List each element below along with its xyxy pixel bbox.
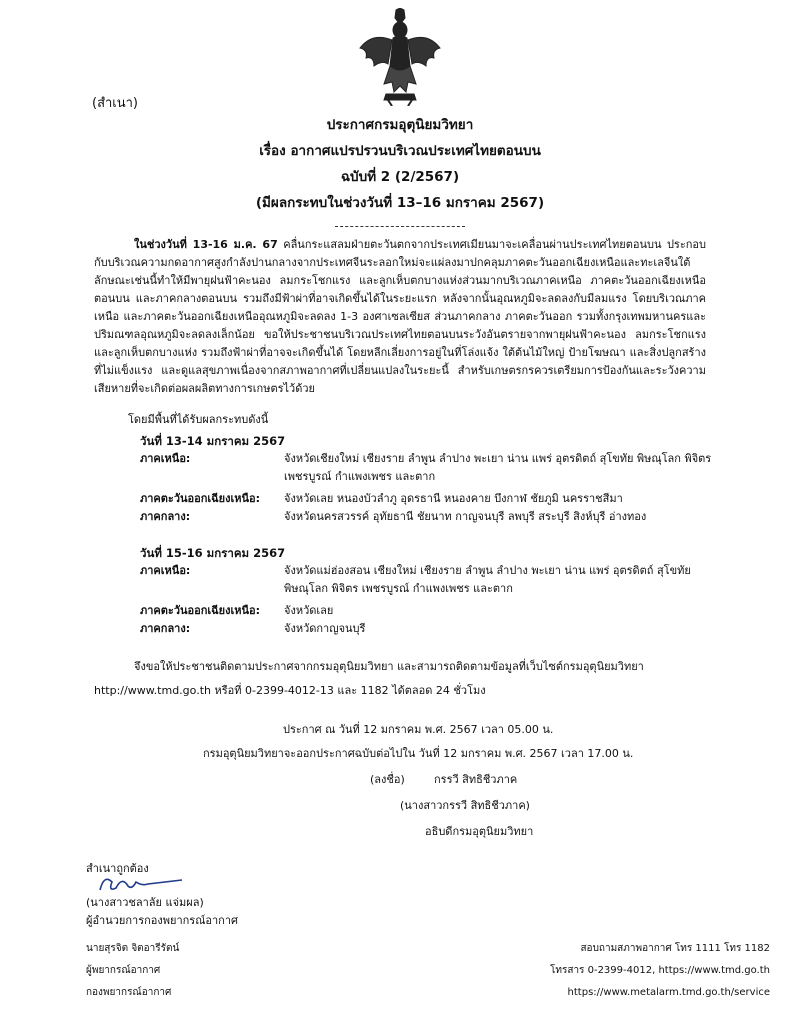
region-name: ภาคเหนือ: [140,452,191,465]
signer-full-name: (นางสาวกรรวี สิทธิชีวภาค) [400,799,530,812]
signed-name: กรรวี สิทธิชีวภาค [434,773,518,786]
contact-paragraph [94,655,706,703]
announcement-subject: เรื่อง อากาศแปรปรวนบริเวณประเทศไทยตอนบน [259,143,541,159]
copy-mark: (สำเนา) [92,96,139,111]
contact-line-1: จึงขอให้ประชาชนติดตามประกาศจากกรมอุตุนิยมวิทยา และสามารถติดตามข้อมูลที่เว็บไซต์กรมอุตุนิยมวิทยา [134,660,644,673]
region-row [140,602,720,620]
body-lead: ในช่วงวันที่ 13-16 ม.ค. 67 [134,238,278,251]
region-name: ภาคเหนือ: [140,564,191,577]
body-content: คลื่นกระแสลมฝ่ายตะวันตกจากประเทศเมียนมาจะเคลื่อนผ่านประเทศไทยตอนบน ประกอบกับบริเวณความกดอากาศสูงกำลังปานกลางจากประเทศจีนระลอกใหม่จะแผ่ลงมาปกคลุมภาคตะวันออกเฉียงเหนือและทะเลจีนใต้ ลักษณะเช่นนี้ทำให้มีพายุฝนฟ้าคะนอง ลมกระโชกแรง และลูกเห็บตกบางแห่งส่วนมากบริเวณภาคเหนือ ภาคตะวันออกเฉียงเหนือตอนบน และภาคกลางตอนบน รวมถึงมีฟ้าผ่าที่อาจเกิดขึ้นได้ในระยะแรก หลังจากนั้นอุณหภูมิจะลดลงกับมีลมแรง โดยบริเวณภาคเหนือ และภาคตะวันออกเฉียงเหนืออุณหภูมิจะลดลง 1-3 องศาเซลเซียส ส่วนภาคกลาง ภาคตะวันออก รวมทั้งกรุงเทพมหานครและปริมณฑลอุณหภูมิจะลดลงเล็กน้อย ขอให้ประชาชนบริเวณประเทศไทยตอนบนระวังอันตรายจากพายุฝนฟ้าคะนอง ลมกระโชกแรง และลูกเห็บตกบางแห่ง รวมถึงฟ้าผ่าที่อาจจะเกิดขึ้นได้ โดยหลีกเลี่ยงการอยู่ในที่โล่งแจ้ง ใต้ต้นไม้ใหญ่ ป้ายโฆษณา และสิ่งปลูกสร้างที่ไม่แข็งแรง และดูแลสุขภาพเนื่องจากสภาพอากาศที่เปลี่ยนแปลงในระยะนี้ สำหรับเกษตรกรควรเตรียมการป้องกันและระวังความเสียหายที่จะเกิดต่อผลผลิตทางการเกษตรไว้ด้วย [94,238,706,395]
period-block [140,544,720,638]
region-name: ภาคตะวันออกเฉียงเหนือ: [140,604,261,617]
announcement-title: ประกาศกรมอุตุนิยมวิทยา [326,117,474,133]
announcement-number: ฉบับที่ 2 (2/2567) [340,169,460,185]
region-provinces: จังหวัดเลย หนองบัวลำภู อุดรธานี หนองคาย บึงกาฬ ชัยภูมิ นครราชสีมา [284,492,623,505]
region-name: ภาคตะวันออกเฉียงเหนือ: [140,492,261,505]
region-row [140,562,720,598]
divider [335,226,465,227]
forecaster-role: ผู้พยากรณ์อากาศ [86,965,161,976]
region-provinces: จังหวัดเชียงใหม่ เชียงราย ลำพูน ลำปาง พะเยา น่าน แพร่ อุตรดิตถ์ สุโขทัย พิษณุโลก พิจิตร เพชรบูรณ์ กำแพงเพชร และตาก [284,452,712,483]
footer-forecaster [86,938,179,1004]
garuda-emblem-icon [358,8,442,106]
region-row [140,620,720,638]
region-provinces: จังหวัดนครสวรรค์ อุทัยธานี ชัยนาท กาญจนบุรี ลพบุรี สระบุรี สิงห์บุรี อ่างทอง [284,510,647,523]
footer-contact [550,938,770,1004]
footer-metalarm-link[interactable]: https://www.metalarm.tmd.go.th/service [567,987,770,998]
certifier-position: ผู้อำนวยการกองพยากรณ์อากาศ [86,914,239,927]
body-paragraph [94,236,706,398]
announcement-period: (มีผลกระทบในช่วงวันที่ 13–16 มกราคม 2567) [255,195,545,211]
signer-position: อธิบดีกรมอุตุนิยมวิทยา [425,825,534,838]
region-row [140,490,720,508]
certified-copy-label: สำเนาถูกต้อง [86,862,149,875]
region-row [140,508,720,526]
period-date: วันที่ 15-16 มกราคม 2567 [140,546,286,560]
issued-date: ประกาศ ณ วันที่ 12 มกราคม พ.ศ. 2567 เวลา 05.00 น. [283,723,554,736]
region-name: ภาคกลาง: [140,622,191,635]
footer-hotline: สอบถามสภาพอากาศ โทร 1111 โทร 1182 [580,943,770,954]
forecaster-division: กองพยากรณ์อากาศ [86,987,172,998]
period-block [140,432,720,526]
affected-intro: โดยมีพื้นที่ได้รับผลกระทบดังนี้ [128,413,269,426]
period-date: วันที่ 13-14 มกราคม 2567 [140,434,286,448]
footer-fax-website: โทรสาร 0-2399-4012, https://www.tmd.go.th [550,965,770,976]
next-announcement: กรมอุตุนิยมวิทยาจะออกประกาศฉบับต่อไปใน วันที่ 12 มกราคม พ.ศ. 2567 เวลา 17.00 น. [203,747,634,760]
region-provinces: จังหวัดแม่ฮ่องสอน เชียงใหม่ เชียงราย ลำพูน ลำปาง พะเยา น่าน แพร่ อุตรดิตถ์ สุโขทัย พิษณุโลก พิจิตร เพชรบูรณ์ กำแพงเพชร และตาก [284,564,691,595]
forecaster-name: นายสุรจิต จิตอารีรัตน์ [86,943,180,954]
region-name: ภาคกลาง: [140,510,191,523]
contact-line-2: http://www.tmd.go.th หรือที่ 0-2399-4012-13 และ 1182 ได้ตลอด 24 ชั่วโมง [94,684,486,697]
region-provinces: จังหวัดกาญจนบุรี [284,622,366,635]
region-row [140,450,720,486]
certifier-name: (นางสาวชลาลัย แจ่มผล) [86,896,204,909]
region-provinces: จังหวัดเลย [284,604,334,617]
signed-label: (ลงชื่อ) [370,773,405,786]
